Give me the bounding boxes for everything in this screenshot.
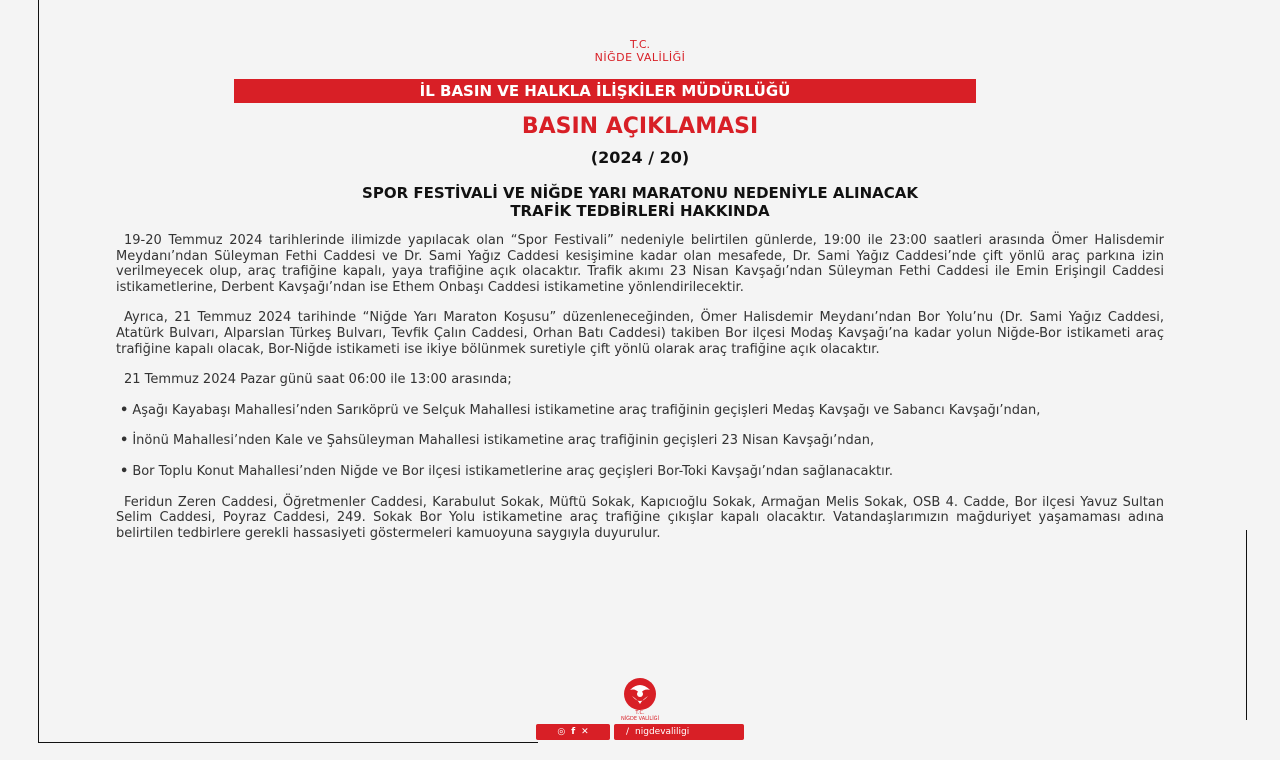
paragraph-2: Ayrıca, 21 Temmuz 2024 tarihinde “Niğde Yarı Maraton Koşusu” düzenleneceğinden, Ömer Halisdemir Meydanı’ndan Bor Yolu’nu (Dr. Sami Yağız Caddesi, Atatürk Bulvarı, Alparslan Türkeş Bulvarı, Tevfik Çalın Caddesi, Orhan Batı Caddesi) takiben Bor ilçesi Modaş Kavşağı’na kadar yolun Niğde-Bor istikameti araç trafiğine kapalı olacak, Bor-Niğde istikameti ise ikiye bölünmek suretiyle çift yönlü olarak araç trafiğine açık olacaktır. [116,310,1164,357]
handle-separator: / [626,727,630,737]
social-icons-bar [536,724,610,740]
paragraph-4: Feridun Zeren Caddesi, Öğretmenler Caddesi, Karabulut Sokak, Müftü Sokak, Kapıcıoğlu Sokak, Armağan Melis Sokak, OSB 4. Cadde, Bor ilçesi Yavuz Sultan Selim Caddesi, Poyraz Caddesi, 249. Sokak Bor Yolu istikametine araç trafiğine çıkışlar kapalı olacaktır. Vatandaşlarımızın mağduriyet yaşamaması adına belirtilen tedbirlere gerekli hassasiyeti göstermeleri kamuoyuna saygıyla duyurulur. [116,494,1164,541]
bullet-text: İnönü Mahallesi’nden Kale ve Şahsüleyman Mahallesi istikametine araç trafiğinin geçişleri 23 Nisan Kavşağı’ndan, [132,433,875,449]
department-banner: İL BASIN VE HALKLA İLİŞKİLER MÜDÜRLÜĞÜ [234,79,976,103]
logo-tc: T.C. [635,710,645,716]
press-number: (2024 / 20) [590,148,690,167]
logo-name: NİĞDE VALİLİĞİ [620,716,660,722]
frame-line-left [38,0,39,742]
subject-heading [140,184,1140,220]
instagram-icon[interactable]: ◎ [557,727,566,737]
bullet-icon: • [120,463,129,479]
social-handle[interactable] [614,724,744,740]
x-icon[interactable]: ✕ [581,727,589,737]
bullet-item [116,403,1164,419]
bullet-icon: • [120,402,129,418]
letterhead [0,38,1280,64]
bullet-text: Bor Toplu Konut Mahallesi’nden Niğde ve Bor ilçesi istikametlerine araç geçişleri Bor-Toki Kavşağı’ndan sağlanacaktır. [132,463,894,479]
bullet-text: Aşağı Kayabaşı Mahallesi’nden Sarıköprü ve Selçuk Mahallesi istikametine araç trafiğinin geçişleri Medaş Kavşağı ve Sabancı Kavşağı’ndan, [132,402,1041,418]
bullet-icon: • [120,433,129,449]
frame-line-right [1246,530,1247,720]
handle-text: nigdevaliligi [635,727,690,737]
press-title: BASIN AÇIKLAMASI [521,114,759,139]
frame-line-bottom [38,742,538,743]
bullet-item [116,464,1164,480]
subject-line-1: SPOR FESTİVALİ VE NİĞDE YARI MARATONU NEDENİYLE ALINACAK [362,184,918,202]
valilik-logo [612,676,668,724]
paragraph-1: 19-20 Temmuz 2024 tarihlerinde ilimizde yapılacak olan “Spor Festivali” nedeniyle belirtilen günlerde, 19:00 ile 23:00 saatleri arasında Ömer Halisdemir Meydanı’ndan Süleyman Fethi Caddesi ve Dr. Sami Yağız Caddesi kesişimine kadar olan mesafede, Dr. Sami Yağız Caddesi’nde çift yönlü araç parkına izin verilmeyecek olup, araç trafiğine kapalı, yaya trafiğine açık olacaktır. Trafik akımı 23 Nisan Kavşağı’ndan Süleyman Fethi Caddesi ile Emin Erişingil Caddesi istikametlerine, Derbent Kavşağı’ndan ise Ethem Onbaşı Caddesi istikametine yönlendirilecektir. [116,233,1164,295]
bullet-item [116,433,1164,449]
paragraph-3: 21 Temmuz 2024 Pazar günü saat 06:00 ile 13:00 arasında; [124,372,512,388]
letterhead-valilik: NİĞDE VALİLİĞİ [594,51,686,64]
subject-line-2: TRAFİK TEDBİRLERİ HAKKINDA [510,202,770,220]
letterhead-tc: T.C. [629,38,651,51]
facebook-icon[interactable]: f [571,727,576,737]
press-body [116,233,1164,556]
